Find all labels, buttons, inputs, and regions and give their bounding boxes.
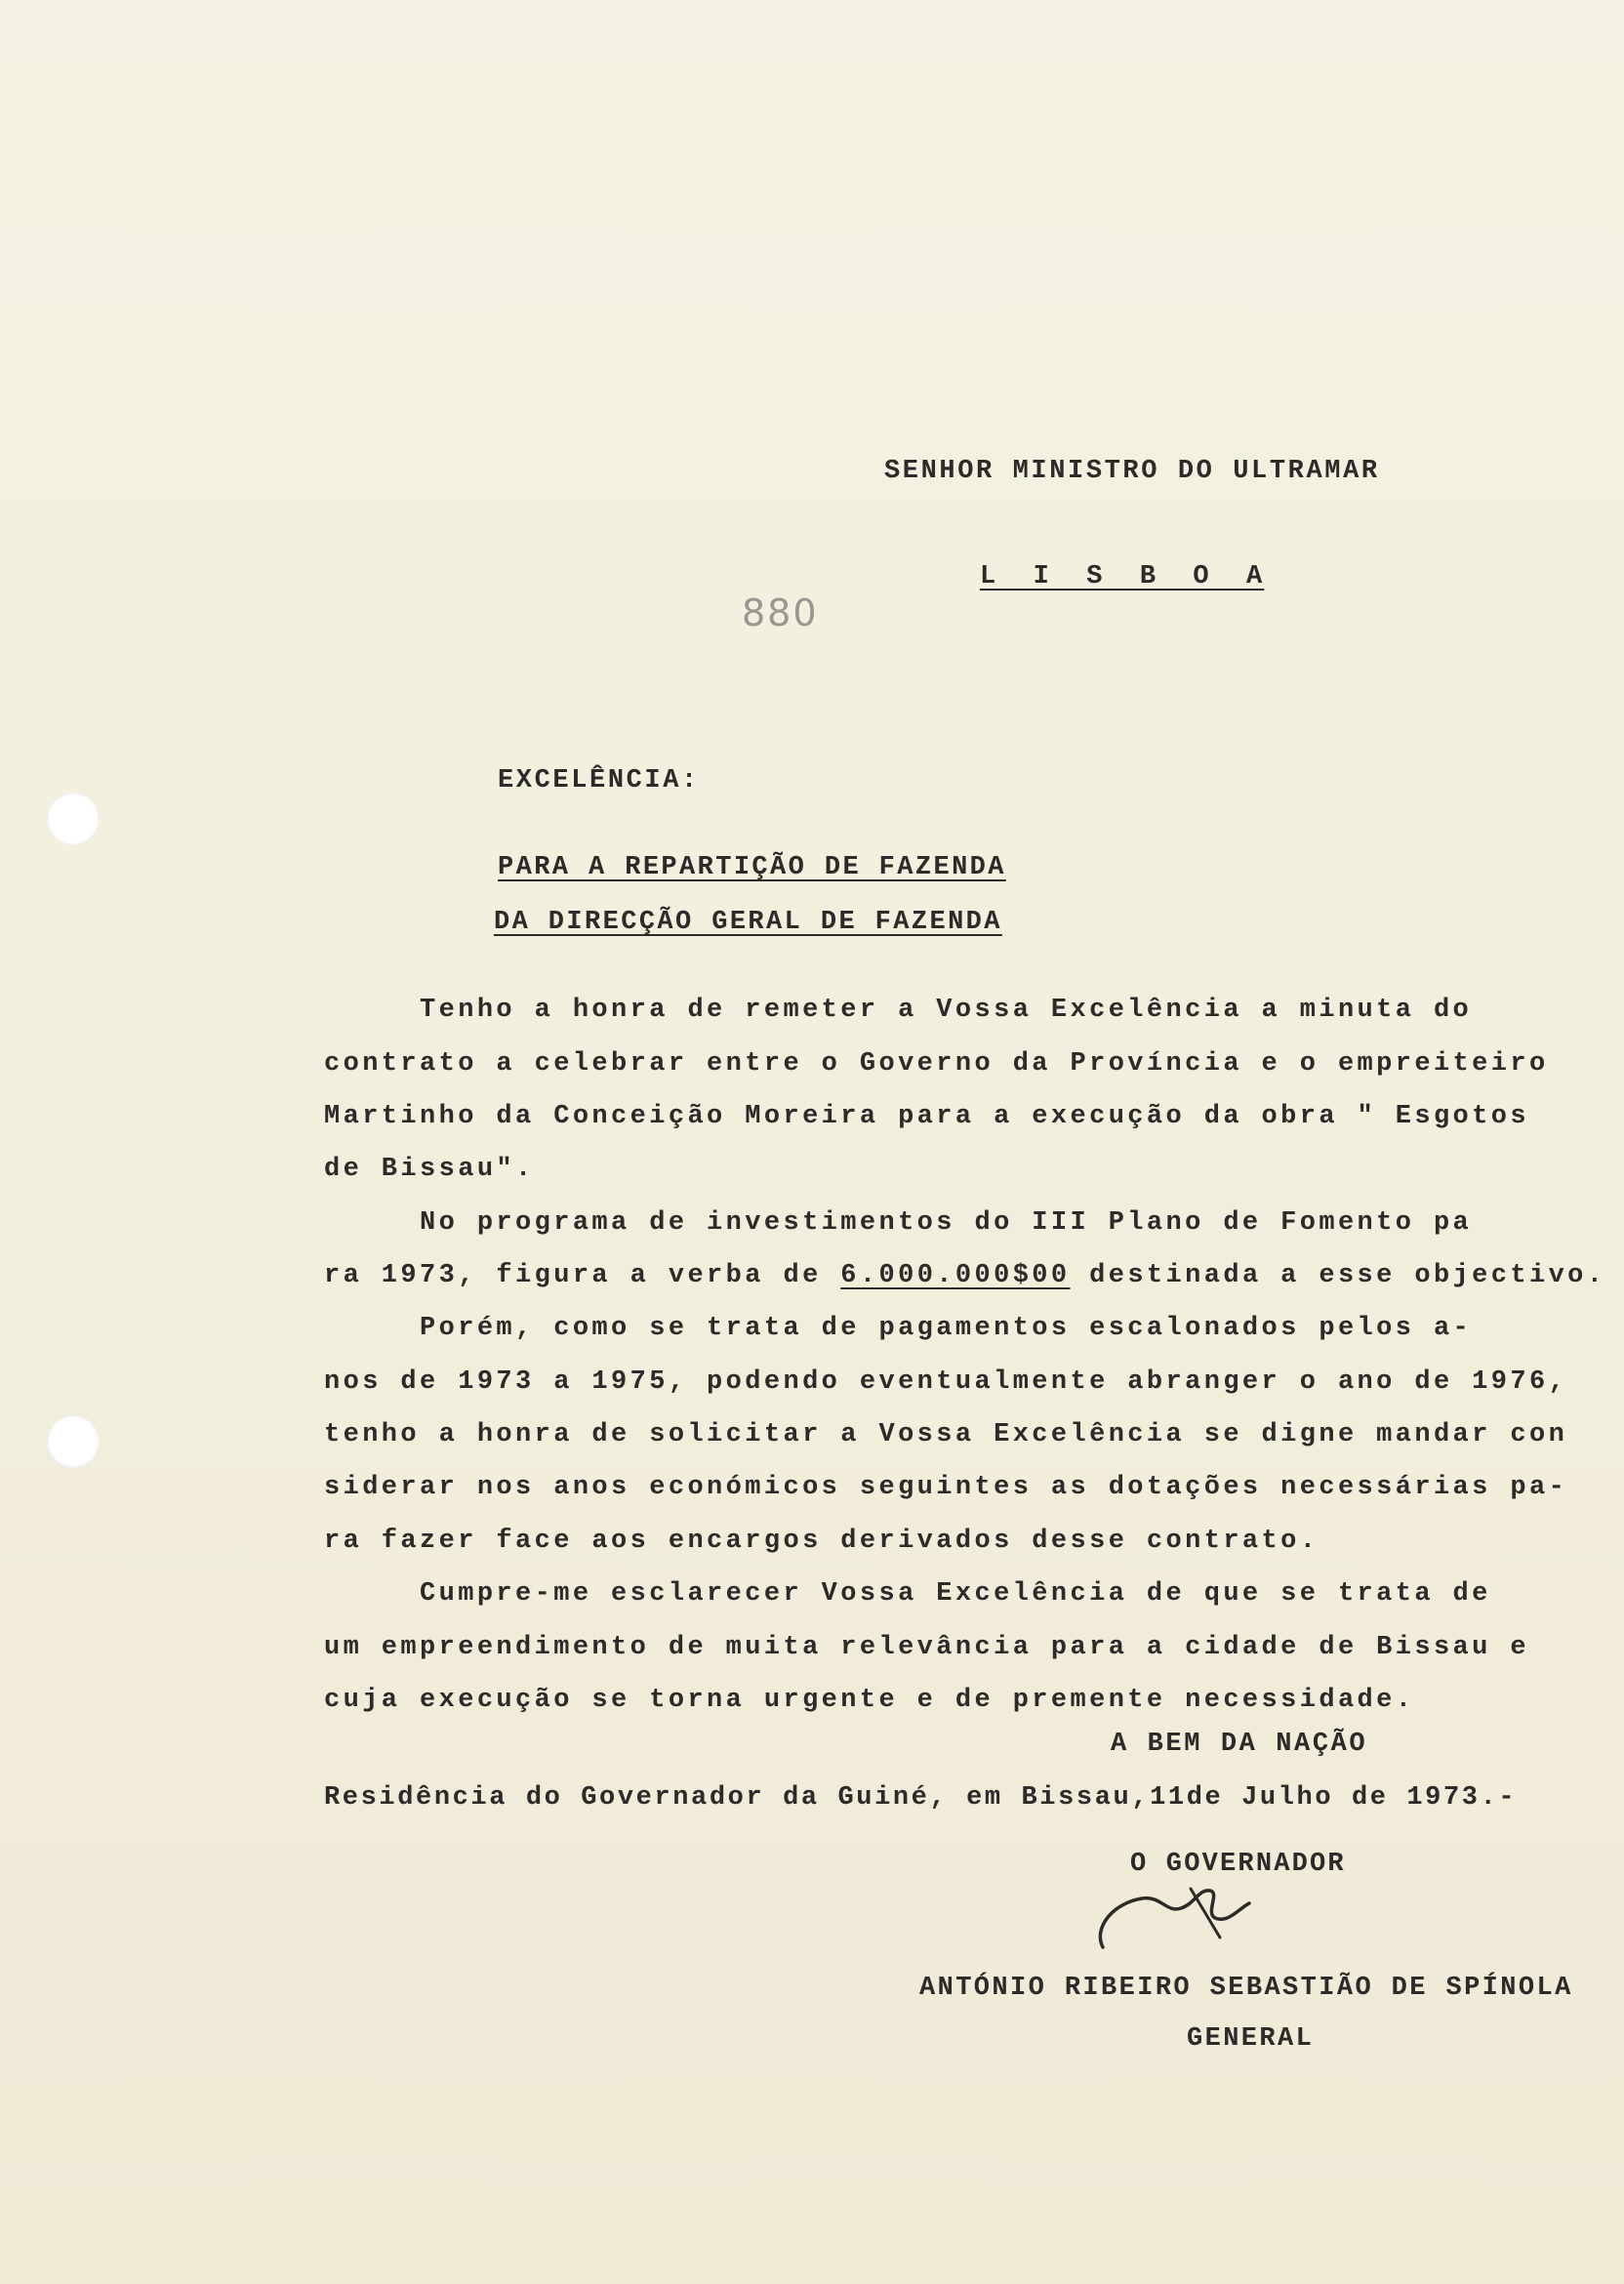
body-p2-text-a: ra 1973, figura a verba de — [324, 1261, 841, 1290]
punch-hole-bottom — [47, 1415, 100, 1468]
body-p1-line-3: Martinho da Conceição Moreira para a execução da obra " Esgotos — [324, 1102, 1529, 1131]
body-p3-line-1: Porém, como se trata de pagamentos escalonados pelos a- — [324, 1314, 1473, 1343]
body-p1-line-1: Tenho a honra de remeter a Vossa Excelência a minuta do — [324, 996, 1473, 1025]
body-p2-text-b: destinada a esse objectivo. — [1070, 1261, 1606, 1290]
addressee: SENHOR MINISTRO DO ULTRAMAR — [884, 457, 1380, 486]
body-p4-line-3: cuja execução se torna urgente e de premente necessidade. — [324, 1686, 1415, 1715]
body-p4-line-1: Cumpre-me esclarecer Vossa Excelência de que se trata de — [324, 1579, 1491, 1609]
body-p3-line-3: tenho a honra de solicitar a Vossa Excelência se digne mandar con — [324, 1420, 1568, 1449]
subject-line-2: DA DIRECÇÃO GERAL DE FAZENDA — [494, 908, 1002, 937]
subject-line-1: PARA A REPARTIÇÃO DE FAZENDA — [498, 853, 1006, 882]
body-p4-line-2: um empreendimento de muita relevância para a cidade de Bissau e — [324, 1633, 1529, 1662]
place-date: Residência do Governador da Guiné, em Bissau,11de Julho de 1973.- — [324, 1783, 1518, 1813]
body-p2-line-1: No programa de investimentos do III Plano de Fomento pa — [324, 1208, 1473, 1238]
punch-hole-top — [47, 793, 100, 845]
body-p2-line-2 — [324, 1261, 1606, 1290]
signatory-rank: GENERAL — [1187, 2024, 1315, 2054]
body-p1-line-4: de Bissau". — [324, 1155, 535, 1184]
stamp-number: 880 — [742, 591, 819, 634]
body-p3-line-4: siderar nos anos económicos seguintes as dotações necessárias pa- — [324, 1473, 1568, 1502]
closing-motto: A BEM DA NAÇÃO — [1111, 1730, 1368, 1759]
budget-amount: 6.000.000$00 — [840, 1261, 1071, 1290]
body-p3-line-5: ra fazer face aos encargos derivados desse contrato. — [324, 1527, 1320, 1556]
body-p1-line-2: contrato a celebrar entre o Governo da Província e o empreiteiro — [324, 1049, 1549, 1079]
body-p3-line-2: nos de 1973 a 1975, podendo eventualmente abranger o ano de 1976, — [324, 1367, 1568, 1397]
signature — [1074, 1869, 1288, 1977]
salutation: EXCELÊNCIA: — [498, 766, 700, 795]
signatory-name: ANTÓNIO RIBEIRO SEBASTIÃO DE SPÍNOLA — [919, 1974, 1573, 2003]
signatory-role: O GOVERNADOR — [1130, 1850, 1346, 1879]
city: L I S B O A — [980, 562, 1265, 591]
